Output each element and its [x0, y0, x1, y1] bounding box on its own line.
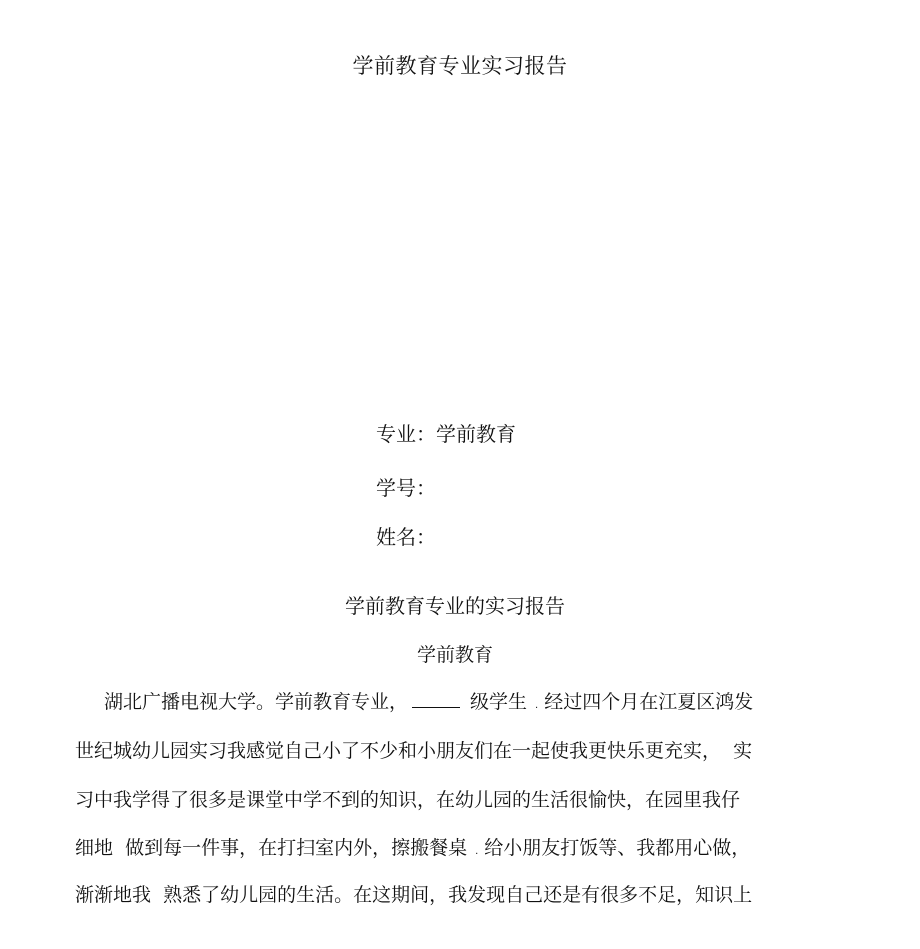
major-field [376, 418, 516, 447]
line4-text-b: 给小朋友打饭等、我都用心做， [484, 837, 751, 859]
line1-text-a: 湖北广播电视大学。学前教育专业， [104, 691, 409, 713]
name-field [376, 521, 436, 550]
line4-dot: . [475, 846, 479, 857]
major-value: 学前教育 [436, 422, 516, 446]
paragraph-line-3: 习中我学得了很多是课堂中学不到的知识，在幼儿园的生活很愉快，在园里我仔 [75, 789, 741, 811]
paragraph-line-2: 世纪城幼儿园实习我感觉自己小了不少和小朋友们在一起使我更快乐更充实， 实 [75, 740, 753, 762]
line1-dot: . [535, 700, 539, 711]
student-id-field [376, 472, 436, 501]
paragraph-line-1 [104, 687, 753, 714]
report-subtitle: 学前教育 [416, 644, 493, 666]
report-title: 学前教育专业的实习报告 [345, 594, 565, 618]
paragraph-line-5: 渐渐地我 熟悉了幼儿园的生活。在这期间，我发现自己还是有很多不足，知识上 [75, 884, 753, 906]
paragraph-line-4 [75, 833, 750, 860]
name-label: 姓名： [376, 525, 436, 549]
major-label: 专业： [376, 422, 436, 446]
line4-text-a: 细地 做到每一件事，在打扫室内外，擦搬餐桌 [75, 837, 468, 859]
line1-text-b: 级学生 [470, 691, 528, 713]
line1-text-c: 经过四个月在江夏区鸿发 [544, 691, 754, 713]
document-title: 学前教育专业实习报告 [352, 54, 568, 78]
student-id-label: 学号： [376, 476, 436, 500]
grade-blank [412, 693, 460, 708]
